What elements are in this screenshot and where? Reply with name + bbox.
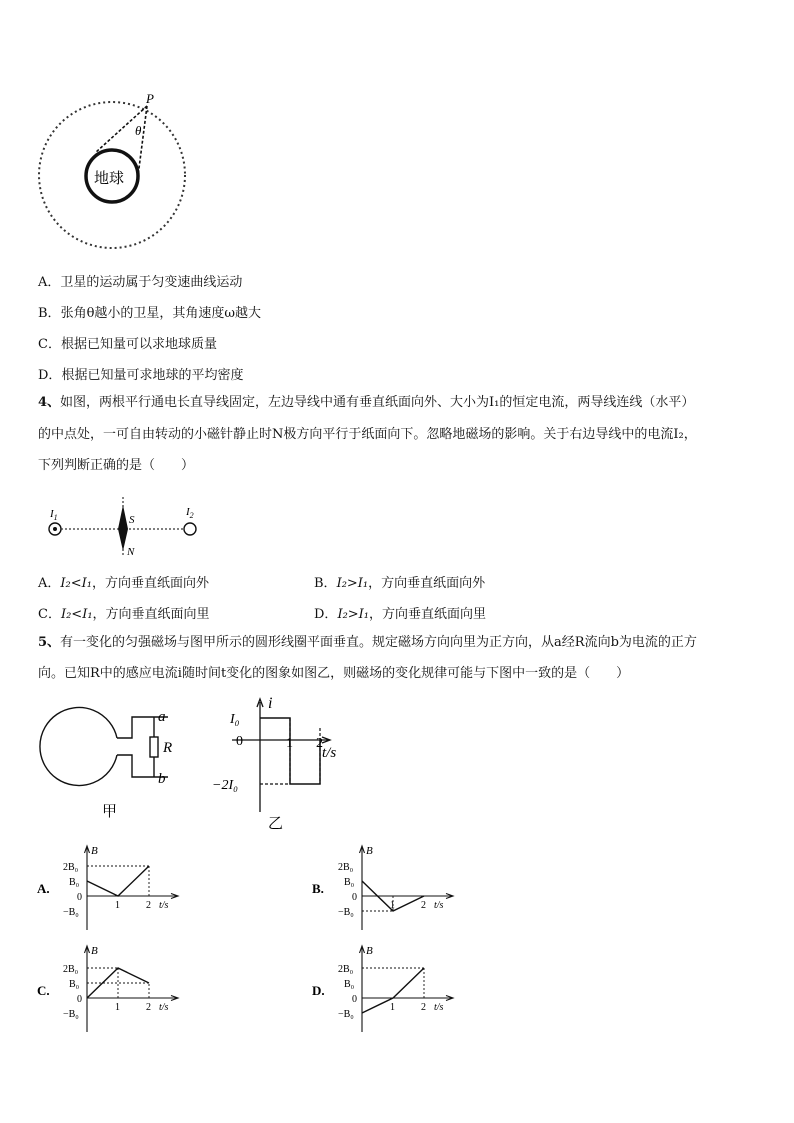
- q4-option-c: [38, 603, 210, 622]
- tick-label-b0: B₀: [69, 877, 80, 888]
- option-text: 卫星的运动属于匀变速曲线运动: [60, 275, 243, 290]
- option-letter: C.: [37, 983, 50, 998]
- question-number: 5、: [38, 635, 61, 650]
- tick-label-neg-b0: −B₀: [338, 1009, 354, 1020]
- resistor-r: [150, 737, 158, 757]
- tick-label-t1: 1: [115, 900, 120, 911]
- wire-i2-circle: [184, 523, 196, 535]
- q3-option-d: [38, 364, 243, 383]
- angle-theta-label: θ: [135, 123, 142, 138]
- tick-label-zero: 0: [236, 734, 243, 749]
- q3-option-a: [38, 271, 242, 290]
- resistor-r-label: R: [163, 740, 173, 756]
- x-axis-label: t/s: [159, 1002, 169, 1013]
- terminal-a-label: a: [158, 709, 166, 725]
- q4-option-b: [314, 572, 485, 591]
- tangent-line-2: [138, 106, 147, 176]
- figure-yi-caption: 乙: [268, 816, 284, 830]
- option-letter: A．: [38, 576, 61, 591]
- tick-label-neg-b0: −B₀: [63, 907, 79, 918]
- option-relation: I₂<I₁: [60, 607, 93, 622]
- tick-label-t1: 1: [390, 1002, 395, 1013]
- x-axis-label: t/s: [322, 745, 337, 761]
- x-axis-label: t/s: [159, 900, 169, 911]
- earth-label: 地球: [94, 171, 125, 187]
- x-axis-label: t/s: [434, 900, 444, 911]
- earth-satellite-figure: [30, 90, 200, 255]
- q5-line-1: [38, 634, 697, 652]
- i2-label: $I_2$: [186, 506, 194, 520]
- option-letter: C．: [38, 607, 61, 622]
- tick-label-b0: B₀: [69, 979, 80, 990]
- graph-option-a: [35, 840, 215, 935]
- point-p-label: P: [146, 91, 154, 106]
- tick-label-2b0: 2B₀: [63, 964, 79, 975]
- q3-option-b: [38, 302, 261, 321]
- q3-option-c: [38, 333, 217, 352]
- tick-label-i0: I₀: [230, 712, 240, 727]
- coil-circuit-figure-jia: [35, 705, 185, 825]
- tick-label-b0: B₀: [344, 877, 355, 888]
- q4-line-3: 下列判断正确的是（ ）: [38, 458, 195, 473]
- tick-label-zero: 0: [352, 994, 357, 1005]
- y-axis-label: B: [91, 845, 98, 857]
- option-letter: D.: [312, 983, 325, 998]
- option-text: 根据已知量可以求地球质量: [60, 337, 217, 352]
- tick-label-t1: 1: [390, 900, 395, 911]
- option-letter: A.: [37, 881, 50, 896]
- option-letter: B.: [312, 881, 324, 896]
- q4-option-d: [314, 603, 486, 622]
- tick-label-2b0: 2B₀: [338, 964, 354, 975]
- wire-i1-dot: [53, 527, 57, 531]
- option-relation: I₂<I₁: [60, 576, 92, 591]
- tick-label-2b0: 2B₀: [338, 862, 354, 873]
- y-axis-label: B: [366, 845, 373, 857]
- tick-label-zero: 0: [77, 994, 82, 1005]
- tick-label-t1: 1: [115, 1002, 120, 1013]
- option-letter: D．: [38, 368, 62, 383]
- tick-label-zero: 0: [352, 892, 357, 903]
- tick-label-t2: 2: [146, 1002, 151, 1013]
- tick-label-neg-b0: −B₀: [63, 1009, 79, 1020]
- option-letter: B．: [38, 306, 61, 321]
- question-text: 如图，两根平行通电长直导线固定，左边导线中通有垂直纸面向外、大小为I₁的恒定电流，两导线连线（水平）: [60, 395, 695, 410]
- tick-label-neg-b0: −B₀: [338, 907, 354, 918]
- q4-wires-figure: [40, 495, 210, 565]
- q4-line-1: [38, 394, 694, 412]
- y-axis-label: i: [268, 695, 273, 712]
- q5-line-2: 向。已知R中的感应电流i随时间t变化的图象如图乙，则磁场的变化规律可能与下图中一致的是（ ）: [38, 666, 630, 681]
- tick-label-neg2i0: −2I₀: [212, 778, 238, 793]
- coil-loop: [40, 708, 117, 786]
- tick-label-t2: 2: [146, 900, 151, 911]
- q4-option-a: [38, 572, 209, 591]
- graph-option-c: [35, 940, 215, 1050]
- option-text: ，方向垂直纸面向外: [368, 576, 486, 591]
- option-text: ，方向垂直纸面向里: [369, 607, 487, 622]
- x-axis-label: t/s: [434, 1002, 444, 1013]
- question-number: 4、: [38, 395, 61, 410]
- question-text: 有一变化的匀强磁场与图甲所示的圆形线圈平面垂直。规定磁场方向向里为正方向，从a经R流向b为电流的正方: [60, 635, 697, 650]
- option-letter: C．: [38, 337, 61, 352]
- q4-line-2: 的中点处，一可自由转动的小磁针静止时N极方向平行于纸面向下。忽略地磁场的影响。关于右边导线中的电流I₂，: [38, 427, 697, 442]
- b-series-line: [87, 866, 149, 896]
- tick-label-2: 2: [316, 736, 323, 751]
- current-time-chart-yi: [210, 690, 345, 830]
- tick-label-2b0: 2B₀: [63, 862, 79, 873]
- graph-option-b: [310, 840, 490, 935]
- tick-label-1: 1: [286, 736, 293, 751]
- y-axis-label: B: [91, 945, 98, 957]
- option-letter: A．: [38, 275, 61, 290]
- graph-option-d: [310, 940, 490, 1050]
- compass-needle: [118, 505, 128, 551]
- option-letter: B．: [314, 576, 337, 591]
- s-pole-label: S: [129, 514, 135, 526]
- tick-label-b0: B₀: [344, 979, 355, 990]
- i1-label: $I_1$: [50, 508, 58, 522]
- current-series-line: [260, 718, 320, 784]
- figure-jia-caption: 甲: [102, 804, 118, 820]
- option-text: 张角θ越小的卫星，其角速度ω越大: [60, 306, 261, 321]
- option-text: 根据已知量可求地球的平均密度: [61, 368, 244, 383]
- tick-label-t2: 2: [421, 900, 426, 911]
- n-pole-label: N: [127, 546, 135, 558]
- option-letter: D．: [314, 607, 338, 622]
- option-relation: I₂>I₁: [336, 576, 369, 591]
- terminal-b-label: b: [158, 771, 166, 787]
- y-axis-label: B: [366, 945, 373, 957]
- option-relation: I₂>I₁: [337, 607, 370, 622]
- option-text: ，方向垂直纸面向里: [92, 607, 210, 622]
- tick-label-t2: 2: [421, 1002, 426, 1013]
- option-text: ，方向垂直纸面向外: [91, 576, 209, 591]
- tick-label-zero: 0: [77, 892, 82, 903]
